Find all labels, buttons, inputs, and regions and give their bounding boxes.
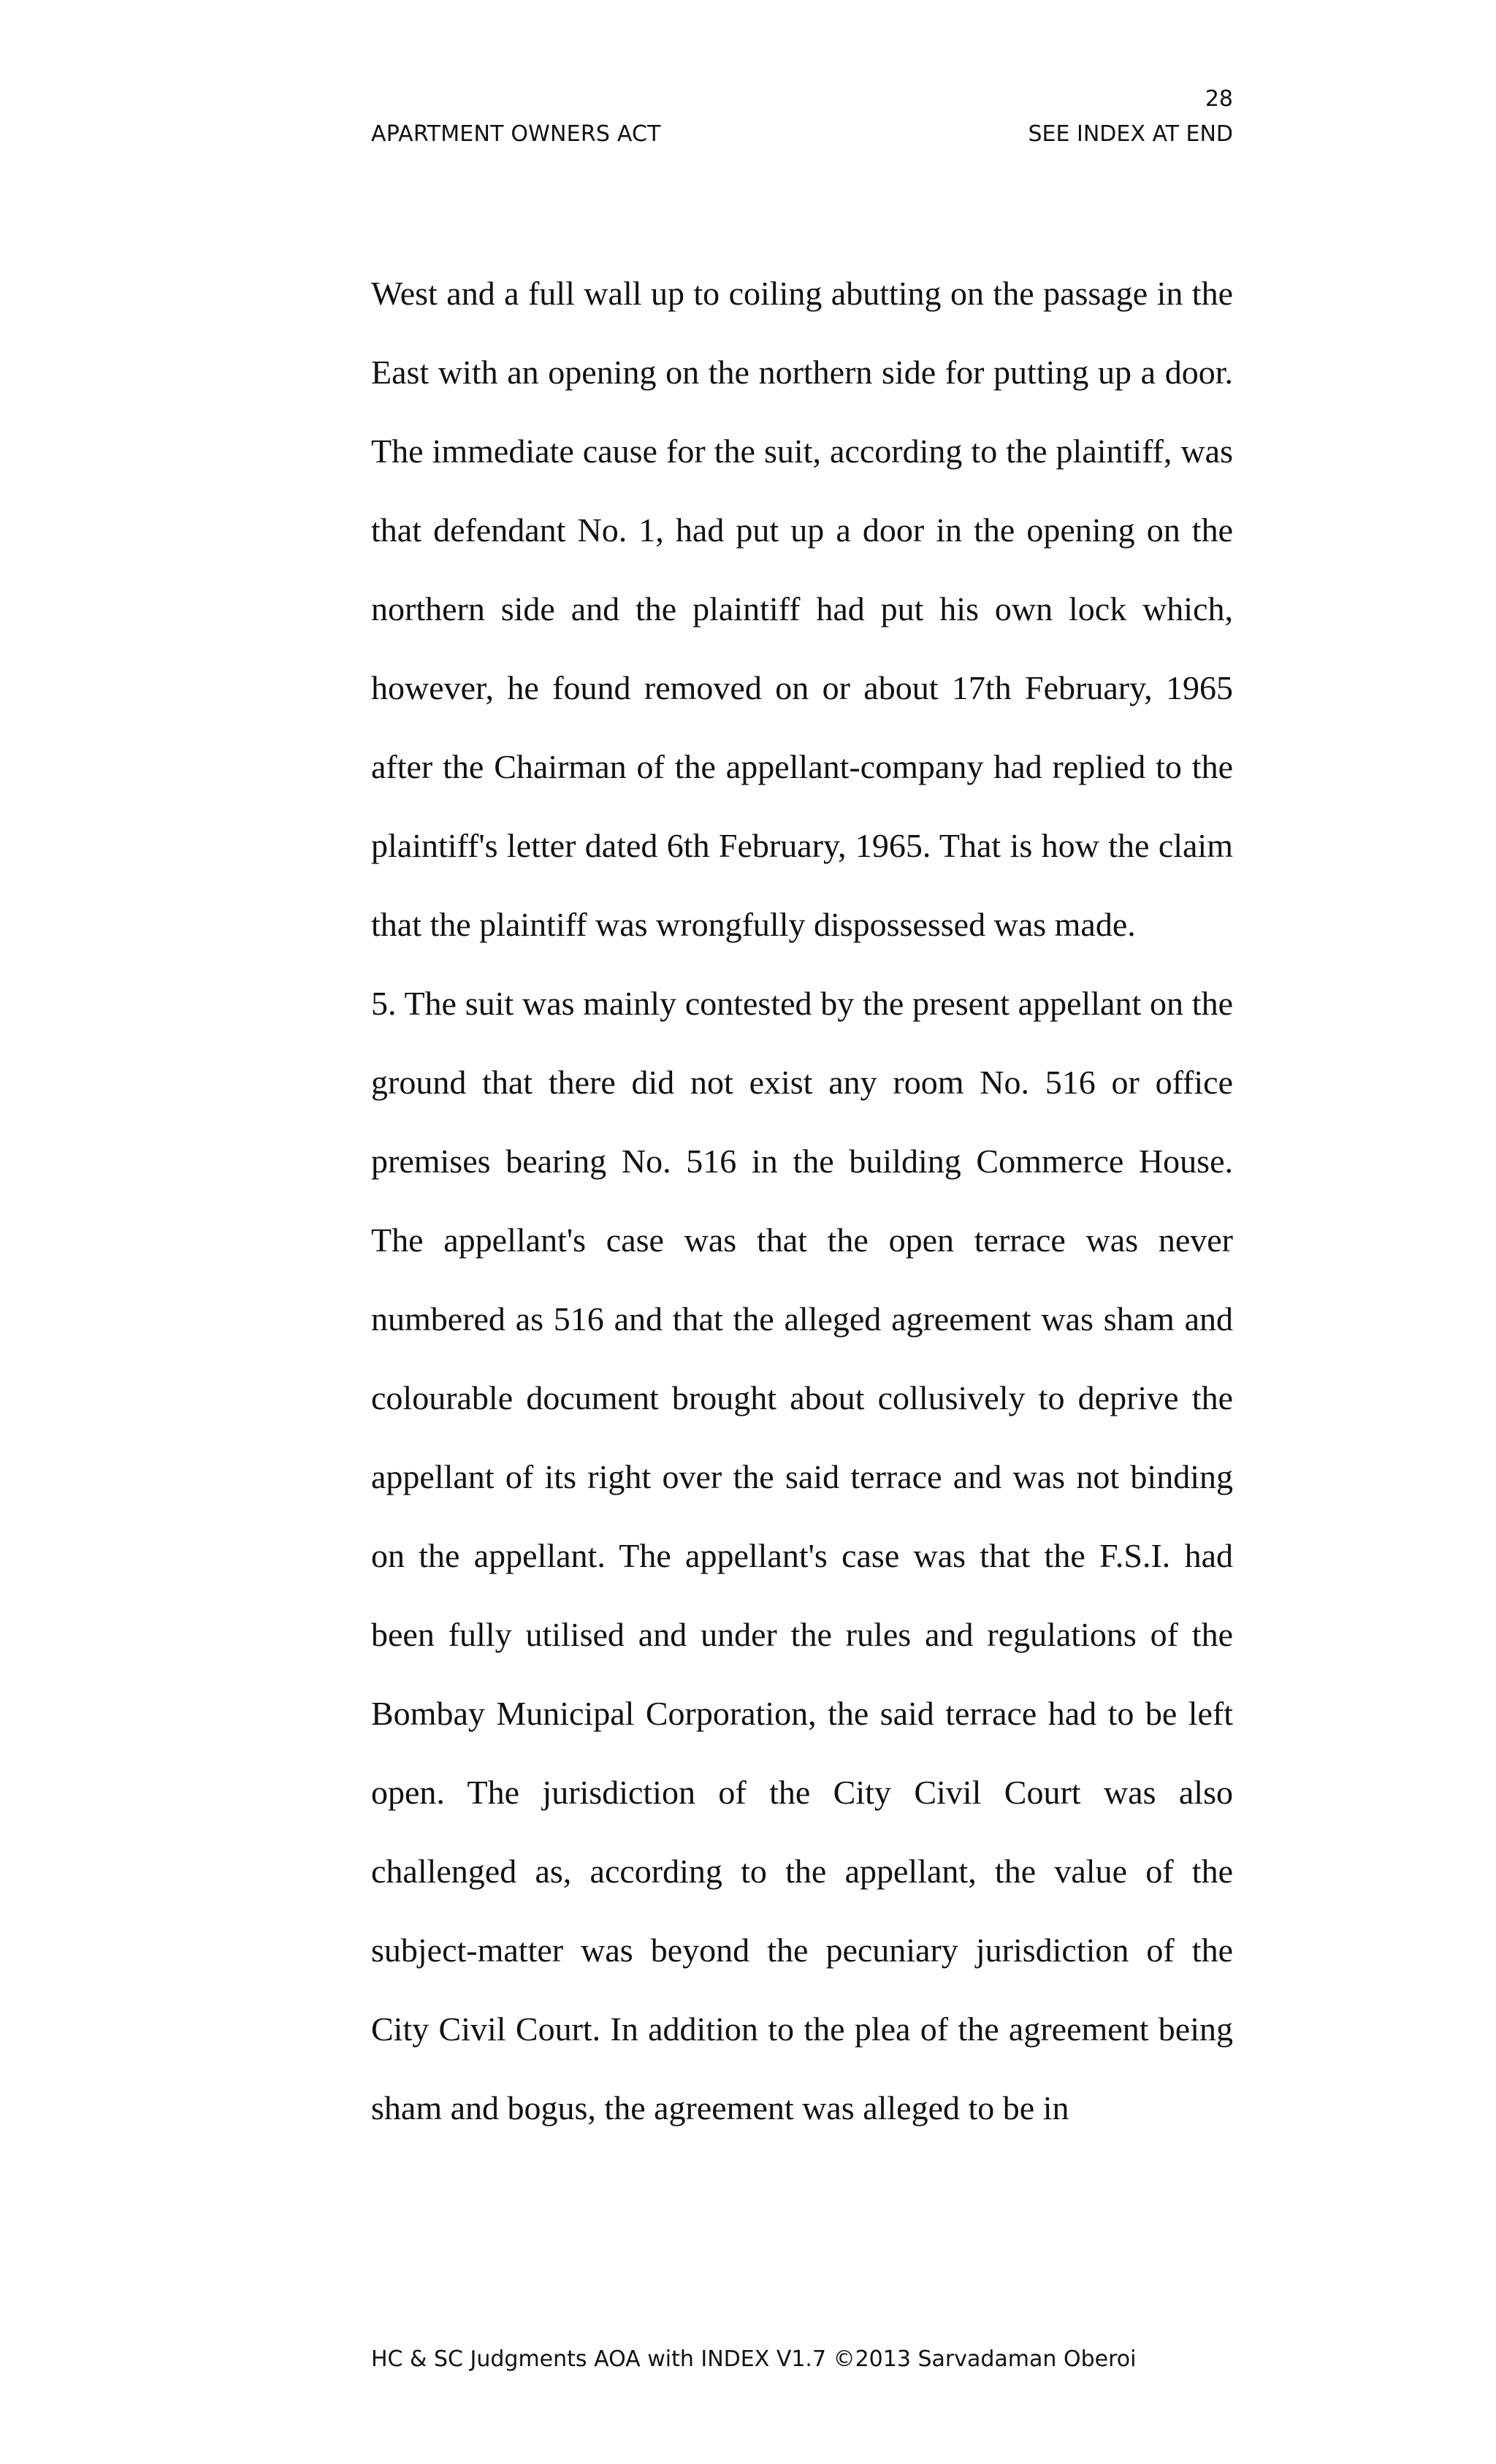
- footer-text: HC & SC Judgments AOA with INDEX V1.7 ©2013 Sarvadaman Oberoi: [371, 2346, 1137, 2372]
- paragraph-5: 5. The suit was mainly contested by the present appellant on the ground that there did not exist any room No. 516 or office premises bearing No. 516 in the building Commerce House. The appellant's case was that the open terrace was never numbered as 516 and that the alleged agreement was sham and colourable document brought about collusively to deprive the appellant of its right over the said terrace and was not binding on the appellant. The appellant's case was that the F.S.I. had been fully utilised and under the rules and regulations of the Bombay Municipal Corporation, the said terrace had to be left open. The jurisdiction of the City Civil Court was also challenged as, according to the appellant, the value of the subject-matter was beyond the pecuniary jurisdiction of the City Civil Court. In addition to the plea of the agreement being sham and bogus, the agreement was alleged to be in: [371, 985, 1233, 2127]
- paragraph-continuation: West and a full wall up to coiling abutting on the passage in the East with an opening on the northern side for putting up a door. The immediate cause for the suit, according to the plaintiff, was that defendant No. 1, had put up a door in the opening on the northern side and the plaintiff had put his own lock which, however, he found removed on or about 17th February, 1965 after the Chairman of the appellant-company had replied to the plaintiff's letter dated 6th February, 1965. That is how the claim that the plaintiff was wrongfully dispossessed was made.: [371, 275, 1233, 943]
- header-title: APARTMENT OWNERS ACT: [371, 121, 661, 147]
- header-index-note: SEE INDEX AT END: [1028, 121, 1233, 147]
- page-number: 28: [1205, 86, 1233, 112]
- body-text: [371, 254, 1233, 2148]
